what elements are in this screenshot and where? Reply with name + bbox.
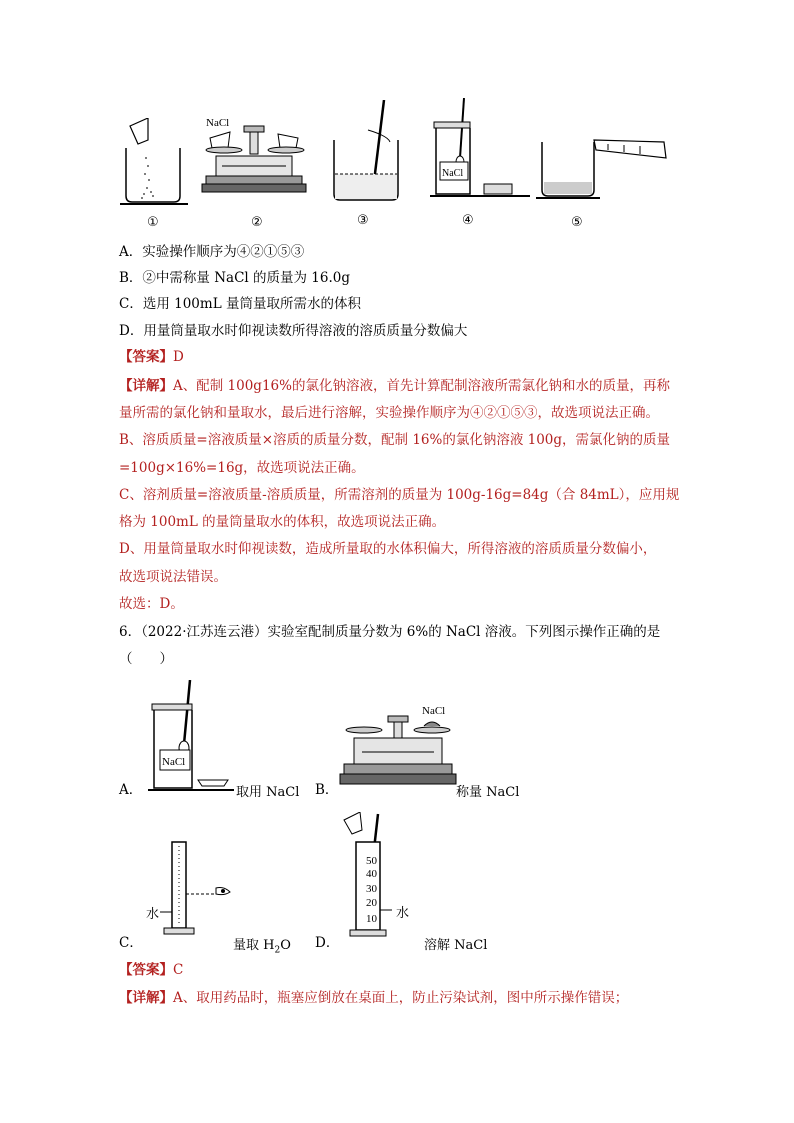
q6-option-c-letter: C． xyxy=(119,935,143,951)
nacl-label: NaCl xyxy=(206,117,230,129)
step2-balance-figure xyxy=(200,112,308,202)
q5-option-a: A．实验操作顺序为④②①⑤③ xyxy=(119,244,305,260)
step4-label: ④ xyxy=(462,213,474,228)
step1-figure xyxy=(120,118,190,208)
q6-option-b-letter: B． xyxy=(315,782,339,798)
step2-label: ② xyxy=(251,215,263,230)
q6-option-b-figure xyxy=(338,700,458,796)
q6-scale-40: 40 xyxy=(366,868,377,880)
q6-option-c-caption: 量取 $H_2O$ xyxy=(233,938,291,956)
q6-option-a-letter: A． xyxy=(119,782,143,798)
q6-water-label-d: 水 xyxy=(396,906,410,921)
analysis-label: 【详解】 xyxy=(119,378,173,394)
q6-option-a-caption: 取用 NaCl xyxy=(236,785,300,800)
q6-water-label-c: 水 xyxy=(146,907,160,922)
q6-bottle-label: NaCl xyxy=(162,756,186,768)
answer-label: 【答案】 xyxy=(119,349,173,365)
q6-option-d-caption: 溶解 NaCl xyxy=(424,938,488,953)
step4-bottle-figure xyxy=(430,98,530,202)
q6-scale-50: 50 xyxy=(366,855,377,867)
q5-option-c: C．选用 100mL 量筒量取所需水的体积 xyxy=(119,296,361,312)
q5-analysis-line-7: D、用量筒量取水时仰视读数，造成所量取的水体积偏大，所得溶液的溶质质量分数偏小， xyxy=(119,541,657,557)
q6-answer-value: C xyxy=(173,962,184,978)
step5-label: ⑤ xyxy=(571,215,583,230)
q5-analysis-line-1: 【详解】A、配制 100g16%的氯化钠溶液，首先计算配制溶液所需氯化钠和水的质量，再称 xyxy=(119,378,670,394)
q6-option-a-figure xyxy=(148,680,236,796)
q6-analysis-label: 【详解】 xyxy=(119,990,173,1006)
q6-analysis-line-1: 【详解】A、取用药品时，瓶塞应倒放在桌面上，防止污染试剂，图中所示操作错误； xyxy=(119,990,629,1006)
q5-analysis-line-5: C、溶剂质量=溶液质量-溶质质量，所需溶剂的质量为 100g-16g=84g（合 84mL），应用规 xyxy=(119,487,680,503)
bottle-label: NaCl xyxy=(442,168,464,179)
q5-analysis-line-3: B、溶质质量=溶液质量×溶质的质量分数，配制 16%的氯化钠溶液 100g，需氯化钠的质量 xyxy=(119,432,671,448)
q5-answer xyxy=(119,348,184,366)
step5-pour-figure xyxy=(536,124,676,204)
q6-option-d-letter: D． xyxy=(315,935,340,951)
q5-option-d: D．用量筒量取水时仰视读数所得溶液的溶质质量分数偏大 xyxy=(119,323,468,339)
q6-option-d-figure xyxy=(338,812,418,942)
q6-answer-label: 【答案】 xyxy=(119,962,173,978)
step1-label: ① xyxy=(147,215,159,230)
q5-analysis-line-6: 格为 100mL 的量筒量取水的体积，故选项说法正确。 xyxy=(119,514,446,530)
q6-answer xyxy=(119,961,183,979)
answer-value: D xyxy=(173,349,184,365)
step3-stirring-figure xyxy=(328,100,408,204)
q6-scale-30: 30 xyxy=(366,883,377,895)
q6-nacl-label: NaCl xyxy=(422,705,446,717)
q6-option-c-figure xyxy=(150,840,250,940)
q6-scale-10: 10 xyxy=(366,913,377,925)
q5-analysis-line-2: 量所需的氯化钠和量取水，最后进行溶解，实验操作顺序为④②①⑤③，故选项说法正确。 xyxy=(119,405,659,421)
q6-stem-line-2: （ ） xyxy=(119,651,173,667)
q5-analysis-line-4: =100g×16%=16g，故选项说法正确。 xyxy=(119,460,365,476)
q5-option-b: B．②中需称量 NaCl 的质量为 16.0g xyxy=(119,270,351,286)
q5-analysis-line-8: 故选项说法错误。 xyxy=(119,569,227,585)
q6-stem-line-1: 6．（2022·江苏连云港）实验室配制质量分数为 6%的 NaCl 溶液。下列图示操作正确的是 xyxy=(119,624,661,640)
q6-option-b-caption: 称量 NaCl xyxy=(456,785,520,800)
step3-label: ③ xyxy=(357,213,369,228)
q6-scale-20: 20 xyxy=(366,897,377,909)
q5-analysis-line-9: 故选：D。 xyxy=(119,596,184,612)
